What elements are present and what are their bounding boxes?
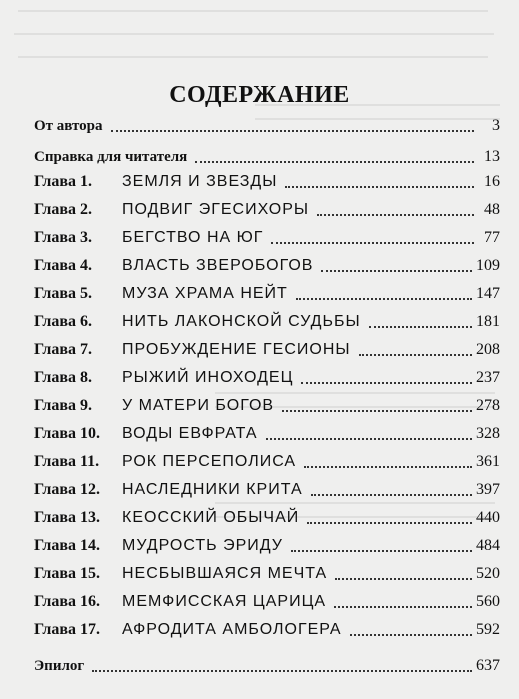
dot-leader <box>291 550 472 552</box>
dot-leader <box>111 130 474 132</box>
page-number: 13 <box>484 148 500 165</box>
dot-leader <box>335 578 472 580</box>
page-number: 592 <box>476 621 500 638</box>
dot-leader <box>282 410 472 412</box>
chapter-number: Глава 6. <box>34 313 92 330</box>
dot-leader <box>334 606 472 608</box>
chapter-title: ВЛАСТЬ ЗВЕРОБОГОВ <box>122 257 314 274</box>
chapter-number: Глава 4. <box>34 257 92 274</box>
chapter-number: Глава 11. <box>34 453 100 470</box>
chapter-title: МУДРОСТЬ ЭРИДУ <box>122 537 283 554</box>
toc-entry <box>34 226 500 248</box>
chapter-number: Глава 14. <box>34 537 100 554</box>
toc-entry <box>34 145 500 167</box>
dot-leader <box>304 466 472 468</box>
chapter-number: Глава 7. <box>34 341 92 358</box>
toc-entry <box>34 254 500 276</box>
dot-leader <box>359 354 472 356</box>
dot-leader <box>266 438 472 440</box>
page-number: 278 <box>476 397 500 414</box>
chapter-title: МУЗА ХРАМА НЕЙТ <box>122 285 288 302</box>
page-number: 208 <box>476 341 500 358</box>
toc-entry <box>34 114 500 136</box>
chapter-number: Глава 17. <box>34 621 100 638</box>
toc-entry <box>34 310 500 332</box>
page-number: 109 <box>476 257 500 274</box>
page-number: 637 <box>476 657 500 674</box>
entry-label: От автора <box>34 118 103 134</box>
dot-leader <box>350 634 472 636</box>
toc-entry <box>34 366 500 388</box>
chapter-number: Глава 2. <box>34 201 92 218</box>
chapter-number: Глава 12. <box>34 481 100 498</box>
toc-entry <box>34 562 500 584</box>
chapter-number: Глава 1. <box>34 173 92 190</box>
entry-label: Эпилог <box>34 658 85 674</box>
entry-label: Справка для читателя <box>34 149 188 165</box>
toc-entry <box>34 338 500 360</box>
toc-entry <box>34 170 500 192</box>
page-number: 3 <box>492 117 500 134</box>
page-number: 440 <box>476 509 500 526</box>
chapter-title: ВОДЫ ЕВФРАТА <box>122 425 258 442</box>
chapter-title: АФРОДИТА АМБОЛОГЕРА <box>122 621 342 638</box>
page-number: 16 <box>484 173 500 190</box>
chapter-number: Глава 15. <box>34 565 100 582</box>
toc-entry <box>34 534 500 556</box>
page-number: 147 <box>476 285 500 302</box>
chapter-title: РОК ПЕРСЕПОЛИСА <box>122 453 297 470</box>
chapter-number: Глава 16. <box>34 593 100 610</box>
dot-leader <box>301 382 472 384</box>
page-number: 237 <box>476 369 500 386</box>
page-title: СОДЕРЖАНИЕ <box>169 82 350 109</box>
chapter-number: Глава 13. <box>34 509 100 526</box>
page-number: 361 <box>476 453 500 470</box>
page-number: 181 <box>476 313 500 330</box>
toc-entry <box>34 450 500 472</box>
dot-leader <box>195 161 474 163</box>
chapter-number: Глава 9. <box>34 397 92 414</box>
dot-leader <box>271 242 474 244</box>
toc-entry <box>34 422 500 444</box>
chapter-number: Глава 5. <box>34 285 92 302</box>
dot-leader <box>321 270 472 272</box>
chapter-title: ЗЕМЛЯ И ЗВЕЗДЫ <box>122 173 278 190</box>
dot-leader <box>317 214 474 216</box>
chapter-title: У МАТЕРИ БОГОВ <box>122 397 275 414</box>
dot-leader <box>296 298 472 300</box>
dot-leader <box>92 670 472 672</box>
dot-leader <box>369 326 472 328</box>
dot-leader <box>285 186 474 188</box>
toc-entry <box>34 394 500 416</box>
toc-entry <box>34 506 500 528</box>
dot-leader <box>307 522 472 524</box>
toc-entry <box>34 618 500 640</box>
toc-entry <box>34 478 500 500</box>
page-number: 397 <box>476 481 500 498</box>
page-number: 328 <box>476 425 500 442</box>
chapter-number: Глава 10. <box>34 425 100 442</box>
page-number: 77 <box>484 229 500 246</box>
page-number: 560 <box>476 593 500 610</box>
dot-leader <box>311 494 472 496</box>
toc-entry <box>34 590 500 612</box>
chapter-title: ПРОБУЖДЕНИЕ ГЕСИОНЫ <box>122 341 351 358</box>
toc-entry <box>34 654 500 676</box>
toc-entry <box>34 282 500 304</box>
chapter-number: Глава 8. <box>34 369 92 386</box>
chapter-title: НАСЛЕДНИКИ КРИТА <box>122 481 303 498</box>
chapter-title: НЕСБЫВШАЯСЯ МЕЧТА <box>122 565 328 582</box>
chapter-title: РЫЖИЙ ИНОХОДЕЦ <box>122 369 294 386</box>
chapter-title: НИТЬ ЛАКОНСКОЙ СУДЬБЫ <box>122 313 361 330</box>
chapter-title: КЕОССКИЙ ОБЫЧАЙ <box>122 509 300 526</box>
chapter-title: БЕГСТВО НА ЮГ <box>122 229 264 246</box>
page-number: 48 <box>484 201 500 218</box>
chapter-title: ПОДВИГ ЭГЕСИХОРЫ <box>122 201 310 218</box>
page-number: 484 <box>476 537 500 554</box>
toc-entry <box>34 198 500 220</box>
page-number: 520 <box>476 565 500 582</box>
chapter-number: Глава 3. <box>34 229 92 246</box>
chapter-title: МЕМФИССКАЯ ЦАРИЦА <box>122 593 327 610</box>
